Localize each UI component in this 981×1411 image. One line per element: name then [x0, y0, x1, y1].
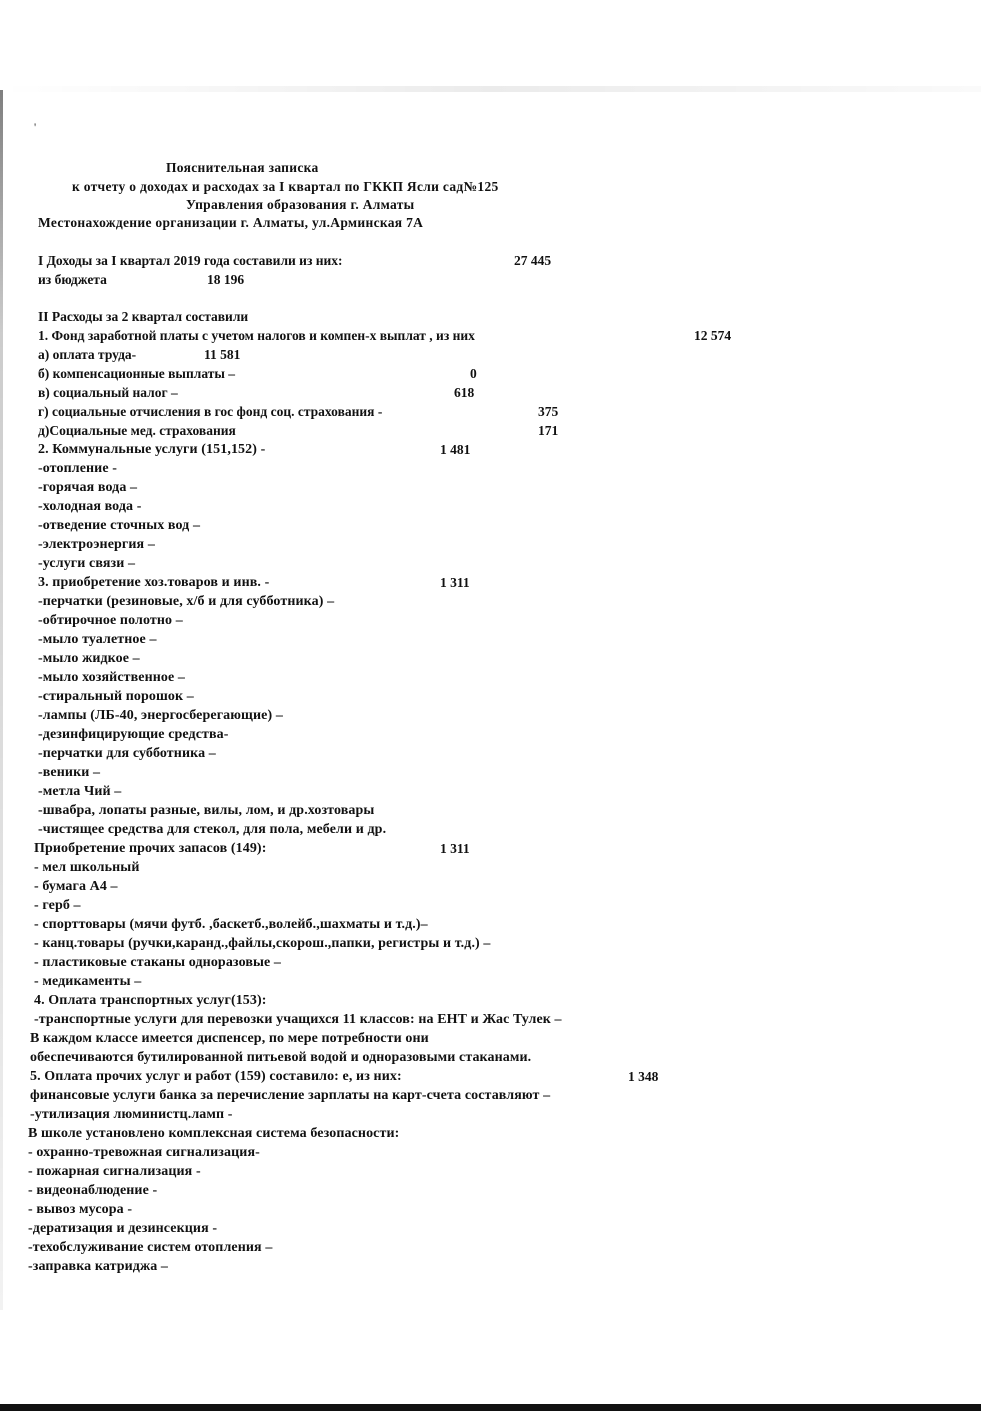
goods-item: -перчатки (резиновые, х/б и для субботника) – — [38, 594, 335, 609]
compensation-value: 0 — [470, 366, 477, 381]
transport-item: В каждом классе имеется диспенсер, по мере потребности они — [30, 1031, 429, 1046]
goods-item: -дезинфицирующие средства- — [38, 727, 229, 742]
income-total-value: 27 445 — [514, 253, 552, 268]
goods-item: -мыло жидкое – — [38, 651, 140, 666]
other-stock-item: - мел школьный — [34, 860, 140, 875]
utilities-label: 2. Коммунальные услуги (151,152) - — [38, 442, 266, 457]
goods-item: -веники – — [38, 765, 101, 780]
other-stock-value: 1 311 — [440, 841, 470, 856]
income-total-label: I Доходы за I квартал 2019 года составили из них: — [38, 253, 343, 268]
social-tax-label: в) социальный налог – — [38, 385, 178, 400]
other-services-item: -техобслуживание систем отопления – — [28, 1240, 273, 1255]
other-services-item: -утилизация люминистц.ламп - — [30, 1107, 233, 1122]
expenses-title: II Расходы за 2 квартал составили — [38, 309, 249, 324]
utilities-item: -услуги связи – — [38, 556, 136, 571]
income-budget-value: 18 196 — [207, 272, 245, 287]
other-stock-item: - бумага А4 – — [34, 879, 118, 894]
medical-label: д)Социальные мед. страхования — [38, 423, 236, 438]
document-department: Управления образования г. Алматы — [186, 197, 415, 212]
labor-value: 11 581 — [204, 347, 241, 362]
scan-shadow-left — [0, 90, 3, 1310]
other-stock-item: - пластиковые стаканы одноразовые – — [34, 955, 282, 970]
income-budget-label: из бюджета — [38, 272, 107, 287]
goods-item: -швабра, лопаты разные, вилы, лом, и др.хозтовары — [38, 803, 375, 818]
salary-fund-label: 1. Фонд заработной платы с учетом налогов и компен-х выплат , из них — [38, 328, 475, 343]
other-services-item: -заправка катриджа – — [28, 1259, 168, 1274]
utilities-item: -горячая вода – — [38, 480, 138, 495]
compensation-label: б) компенсационные выплаты – — [38, 366, 236, 381]
labor-label: а) оплата труда- — [38, 347, 137, 362]
scan-border-bottom — [0, 1404, 981, 1411]
goods-item: -стиральный порошок – — [38, 689, 194, 704]
transport-item: обеспечиваются бутилированной питьевой водой и одноразовыми стаканами. — [30, 1050, 532, 1065]
social-fund-value: 375 — [538, 404, 559, 419]
goods-item: -метла Чий – — [38, 784, 122, 799]
other-stock-item: - канц.товары (ручки,каранд.,файлы,скорош.,папки, регистры и т.д.) – — [34, 936, 491, 951]
document-address: Местонахождение организации г. Алматы, ул.Арминская 7А — [38, 215, 424, 230]
other-services-item: -дератизация и дезинсекция - — [28, 1221, 218, 1236]
utilities-item: -электроэнергия – — [38, 537, 155, 552]
other-services-item: - пожарная сигнализация - — [28, 1164, 201, 1179]
goods-item: -лампы (ЛБ-40, энергосберегающие) – — [38, 708, 283, 723]
medical-value: 171 — [538, 423, 559, 438]
other-services-item: финансовые услуги банка за перечисление зарплаты на карт-счета составляют – — [30, 1088, 551, 1103]
document-subtitle: к отчету о доходах и расходах за I квартал по ГККП Ясли сад№125 — [72, 179, 499, 194]
utilities-item: -отведение сточных вод – — [38, 518, 201, 533]
goods-item: -мыло туалетное – — [38, 632, 157, 647]
goods-value: 1 311 — [440, 575, 470, 590]
transport-label: 4. Оплата транспортных услуг(153): — [34, 993, 267, 1008]
other-stock-item: - герб – — [34, 898, 81, 913]
social-tax-value: 618 — [454, 385, 475, 400]
other-stock-item: - медикаменты – — [34, 974, 142, 989]
other-services-item: - охранно-тревожная сигнализация- — [28, 1145, 260, 1160]
salary-fund-value: 12 574 — [694, 328, 732, 343]
other-services-label: 5. Оплата прочих услуг и работ (159) составило: е, из них: — [30, 1069, 402, 1084]
transport-item: -транспортные услуги для перевозки учащихся 11 классов: на ЕНТ и Жас Тулек – — [34, 1012, 562, 1027]
utilities-item: -отопление - — [38, 461, 118, 476]
goods-item: -мыло хозяйственное – — [38, 670, 186, 685]
scan-shadow-top — [0, 86, 981, 92]
other-services-item: - вывоз мусора - — [28, 1202, 133, 1217]
utilities-item: -холодная вода - — [38, 499, 142, 514]
goods-item: -перчатки для субботника – — [38, 746, 216, 761]
other-services-value: 1 348 — [628, 1069, 659, 1084]
other-services-item: В школе установлено комплексная система безопасности: — [28, 1126, 400, 1141]
goods-label: 3. приобретение хоз.товаров и инв. - — [38, 575, 270, 590]
scan-mark: ' — [34, 120, 37, 134]
other-stock-item: - спорттовары (мячи футб. ,баскетб.,волейб.,шахматы и т.д.)– — [34, 917, 428, 932]
social-fund-label: г) социальные отчисления в гос фонд соц. страхования - — [38, 404, 383, 419]
document-title: Пояснительная записка — [166, 160, 319, 175]
other-stock-label: Приобретение прочих запасов (149): — [34, 841, 267, 856]
other-services-item: - видеонаблюдение - — [28, 1183, 158, 1198]
goods-item: -чистящее средства для стекол, для пола, мебели и др. — [38, 822, 387, 837]
utilities-value: 1 481 — [440, 442, 471, 457]
goods-item: -обтирочное полотно – — [38, 613, 183, 628]
